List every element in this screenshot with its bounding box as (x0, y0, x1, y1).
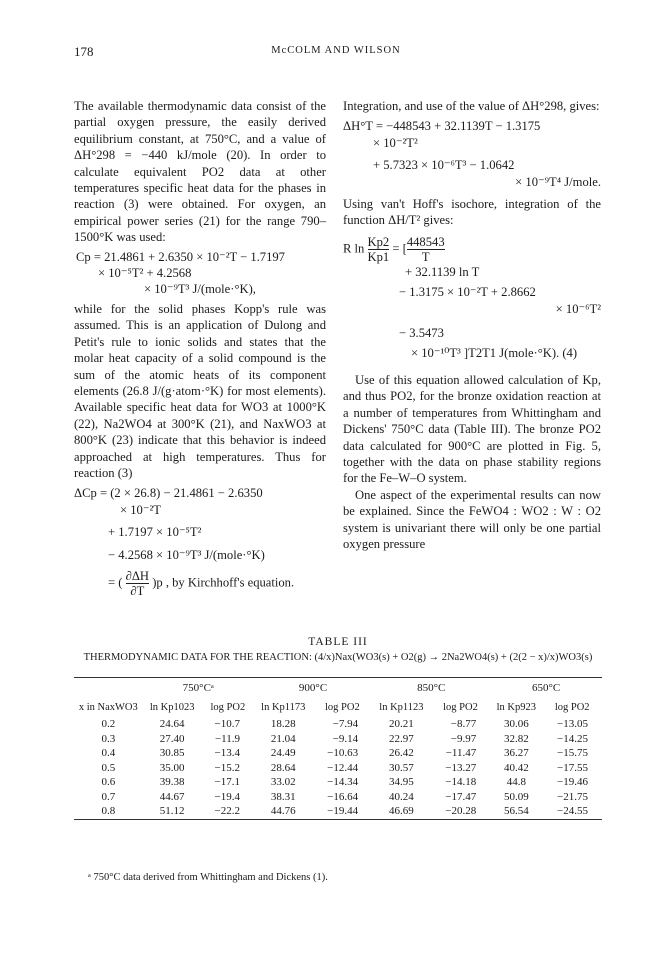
table-cell: 39.38 (159, 776, 185, 789)
kp-ratio-numerator: Kp2 (367, 234, 390, 249)
data-table (74, 678, 602, 819)
vant-hoff-line-5: − 3.5473 (399, 326, 444, 341)
table-cell: 40.42 (503, 761, 529, 774)
table-cell: 50.09 (503, 790, 529, 803)
table-cell: 38.31 (270, 790, 296, 803)
table-cell: −19.44 (327, 805, 359, 818)
table-cell: −10.7 (214, 718, 240, 731)
left-column (74, 98, 326, 598)
vant-hoff-line-4: × 10⁻⁶T² (555, 301, 601, 316)
row-x-value: 0.6 (101, 776, 116, 789)
page-number: 178 (74, 44, 94, 59)
kirchhoff-suffix: )p , by Kirchhoff's equation. (152, 575, 295, 590)
kp-ratio (368, 235, 390, 264)
table-cell: 18.28 (270, 718, 296, 731)
table-group-header (74, 678, 602, 698)
first-term-numerator: 448543 (406, 234, 445, 249)
vant-hoff-line-6: × 10⁻¹⁰T³ ]T2T1 J(mole·°K). (4) (411, 346, 578, 361)
kirchhoff-equation (74, 569, 326, 598)
delta-cp-line-1: ΔCp = (2 × 26.8) − 21.4861 − 2.6350 (74, 486, 263, 501)
table-cell: 36.27 (503, 747, 529, 760)
table-cell: 24.49 (270, 747, 296, 760)
running-title: McCOLM AND WILSON (271, 45, 401, 56)
delta-cp-line-4: − 4.2568 × 10⁻⁹T³ J/(mole·°K) (108, 547, 265, 562)
table-cell: 28.64 (270, 761, 296, 774)
table-cell: −24.55 (557, 805, 588, 818)
vant-hoff-lhs: R ln (343, 241, 365, 256)
table-cell: −16.64 (327, 790, 359, 803)
row-x-value: 0.4 (101, 747, 116, 760)
delta-cp-line-3: + 1.7197 × 10⁻⁵T² (108, 525, 202, 540)
column-header: x in NaxWO3 (78, 702, 138, 713)
table-cell: 44.67 (159, 790, 185, 803)
delta-h-line-4: × 10⁻⁹T⁴ J/mole. (515, 174, 601, 189)
page-header (74, 44, 598, 62)
table-cell: −14.18 (445, 776, 477, 789)
table-cell: 20.21 (389, 718, 414, 731)
first-term-denominator: T (421, 249, 430, 264)
table-row (74, 790, 602, 805)
table-cell: 22.97 (389, 732, 414, 745)
cp-equation-line-2: × 10⁻⁵T² + 4.2568 (98, 266, 192, 281)
table-cell: −21.75 (557, 790, 588, 803)
cp-equation-line-1: Cp = 21.4861 + 2.6350 × 10⁻²T − 1.7197 (76, 249, 285, 264)
column-header: log PO2 (210, 702, 246, 713)
right-paragraph-1: Integration, and use of the value of ΔH°298, gives: (343, 99, 600, 113)
table-cell: 27.40 (159, 732, 185, 745)
vant-hoff-equals: = (392, 241, 400, 256)
table-cell: −13.4 (214, 747, 240, 760)
table-cell: −15.2 (214, 761, 240, 774)
table-iii (74, 636, 602, 820)
table-cell: −13.27 (445, 761, 477, 774)
cp-equation-line-3: × 10⁻⁹T³ J/(mole·°K), (144, 282, 256, 297)
table-cell: 21.04 (270, 732, 296, 745)
table-title: THERMODYNAMIC DATA FOR THE REACTION: (4/x)Nax(WO3(s) + O2(g) → 2Na2WO4(s) + (2(2 − x)/x)WO3(s) (83, 652, 593, 663)
delta-h-line-2: × 10⁻²T² (373, 135, 418, 150)
table-footnote: ᵃ 750°C data derived from Whittingham and Dickens (1). (88, 872, 328, 883)
table-row (74, 717, 602, 732)
table-cell: −14.34 (327, 776, 359, 789)
table-cell: −11.9 (214, 732, 240, 745)
column-header: log PO2 (554, 702, 590, 713)
table-bottom-rule (74, 819, 602, 820)
table-cell: 56.54 (503, 805, 529, 818)
vant-hoff-line-1: R ln $\frac{Kp2}{Kp1}$ = [ $\frac{448543}{T}$ (343, 234, 445, 264)
row-x-value: 0.7 (101, 790, 116, 803)
table-cell: 30.57 (389, 761, 414, 774)
kirchhoff-prefix: = ( (108, 575, 123, 590)
row-x-value: 0.3 (101, 732, 116, 745)
table-cell: −19.46 (557, 776, 588, 789)
table-cell: −17.47 (445, 790, 477, 803)
delta-cp-line-2: × 10⁻²T (120, 502, 161, 517)
table-cell: −19.4 (214, 790, 240, 803)
group-header: 850°C (417, 682, 446, 694)
kirchhoff-numerator: ∂ΔH (125, 568, 150, 583)
vant-hoff-first-term (407, 235, 445, 264)
table-cell: 24.64 (159, 718, 185, 731)
table-cell: 35.00 (159, 761, 185, 774)
table-cell: 32.82 (503, 732, 529, 745)
table-cell: 33.02 (270, 776, 296, 789)
table-cell: 44.8 (506, 776, 526, 789)
table-cell: −7.94 (332, 718, 359, 731)
table-cell: −8.77 (450, 718, 477, 731)
table-cell: 34.95 (389, 776, 414, 789)
table-cell: −17.55 (557, 761, 588, 774)
table-row (74, 746, 602, 761)
table-cell: 30.06 (503, 718, 529, 731)
table-row (74, 732, 602, 747)
left-paragraph-2: while for the solid phases Kopp's rule was assumed. This is an application of Dulong and Petit's rule to ionic solids and states that the molar heat capacity of a solid compound is the sum of the atomic heats of its component elements (26.8 J/(g·atom·°K) for most elements). Available specific heat data for WO3 at 1000°K (22), Na2WO4 at 300°K (21), and NaxWO3 at 800°K (23) indicate that this behavior is indeed approached at high temperatures. Thus for reaction (3) (74, 301, 326, 480)
group-header: 750°Cᵃ (182, 682, 214, 694)
table-cell: 51.12 (159, 805, 185, 818)
delta-h-line-1: ΔH°T = −448543 + 32.1139T − 1.3175 (343, 119, 541, 134)
table-cell: −20.28 (445, 805, 477, 818)
table-row (74, 804, 602, 819)
table-cell: −17.1 (214, 776, 240, 789)
table-cell: −12.44 (327, 761, 359, 774)
column-header: log PO2 (324, 702, 360, 713)
table-column-header (74, 698, 602, 717)
table-cell: −13.05 (557, 718, 588, 731)
table-cell: −15.75 (557, 747, 588, 760)
table-cell: 26.42 (389, 747, 414, 760)
table-body (74, 717, 602, 819)
column-header: ln Kp1123 (379, 702, 424, 713)
delta-h-line-3: + 5.7323 × 10⁻⁶T³ − 1.0642 (373, 158, 515, 173)
right-paragraph-4: One aspect of the experimental results can now be explained. Since the FeWO4 : WO2 : W : O2 system is univariant there will only be one partial oxygen pressure (343, 487, 601, 551)
table-cell: 46.69 (389, 805, 414, 818)
table-row (74, 775, 602, 790)
right-column (343, 98, 601, 552)
group-header: 650°C (532, 682, 561, 694)
table-cell: 44.76 (270, 805, 296, 818)
kp-ratio-denominator: Kp1 (367, 249, 390, 264)
group-header: 900°C (298, 682, 328, 694)
column-header: log PO2 (443, 702, 478, 713)
table-cell: −22.2 (214, 805, 240, 818)
column-header: ln Kp1173 (261, 702, 306, 713)
table-caption: TABLE III (308, 636, 368, 648)
table-cell: −9.14 (332, 732, 359, 745)
table-cell: −11.47 (445, 747, 477, 760)
vant-hoff-line-2: + 32.1139 ln T (405, 264, 480, 279)
row-x-value: 0.5 (101, 761, 116, 774)
kirchhoff-denominator: ∂T (130, 583, 145, 598)
vant-hoff-line-3: − 1.3175 × 10⁻²T + 2.8662 (399, 285, 536, 300)
column-header: ln Kp923 (496, 702, 537, 713)
table-cell: −9.97 (450, 732, 477, 745)
right-paragraph-2: Using van't Hoff's isochore, integration of the function ΔH/T² gives: (343, 197, 601, 228)
table-cell: 30.85 (159, 747, 185, 760)
left-paragraph-1: The available thermodynamic data consist of the partial oxygen pressure, the easily derived equilibrium constant, at 750°C, and a value of ΔH°298 = −440 kJ/mole (20). In order to calculate equivalent PO2 data at other temperatures specific heat data for the phases in reaction (3) were obtained. For oxygen, an empirical power series (21) for the range 790–1500°K was used: (74, 99, 326, 245)
row-x-value: 0.8 (101, 805, 116, 818)
table-cell: −14.25 (557, 732, 588, 745)
right-paragraph-3: Use of this equation allowed calculation of Kp, and thus PO2, for the bronze oxidation reaction at a number of temperatures from Whittingham and Dickens' 750°C data (Table III). The bronze PO2 data calculated for 900°C are plotted in Fig. 5, together with the data on phase stability regions for the Fe–W–O system. (343, 372, 601, 486)
table-cell: 40.24 (389, 790, 414, 803)
kirchhoff-fraction (126, 569, 149, 598)
row-x-value: 0.2 (101, 718, 116, 731)
table-row (74, 761, 602, 776)
column-header: ln Kp1023 (149, 702, 195, 713)
table-cell: −10.63 (327, 747, 359, 760)
